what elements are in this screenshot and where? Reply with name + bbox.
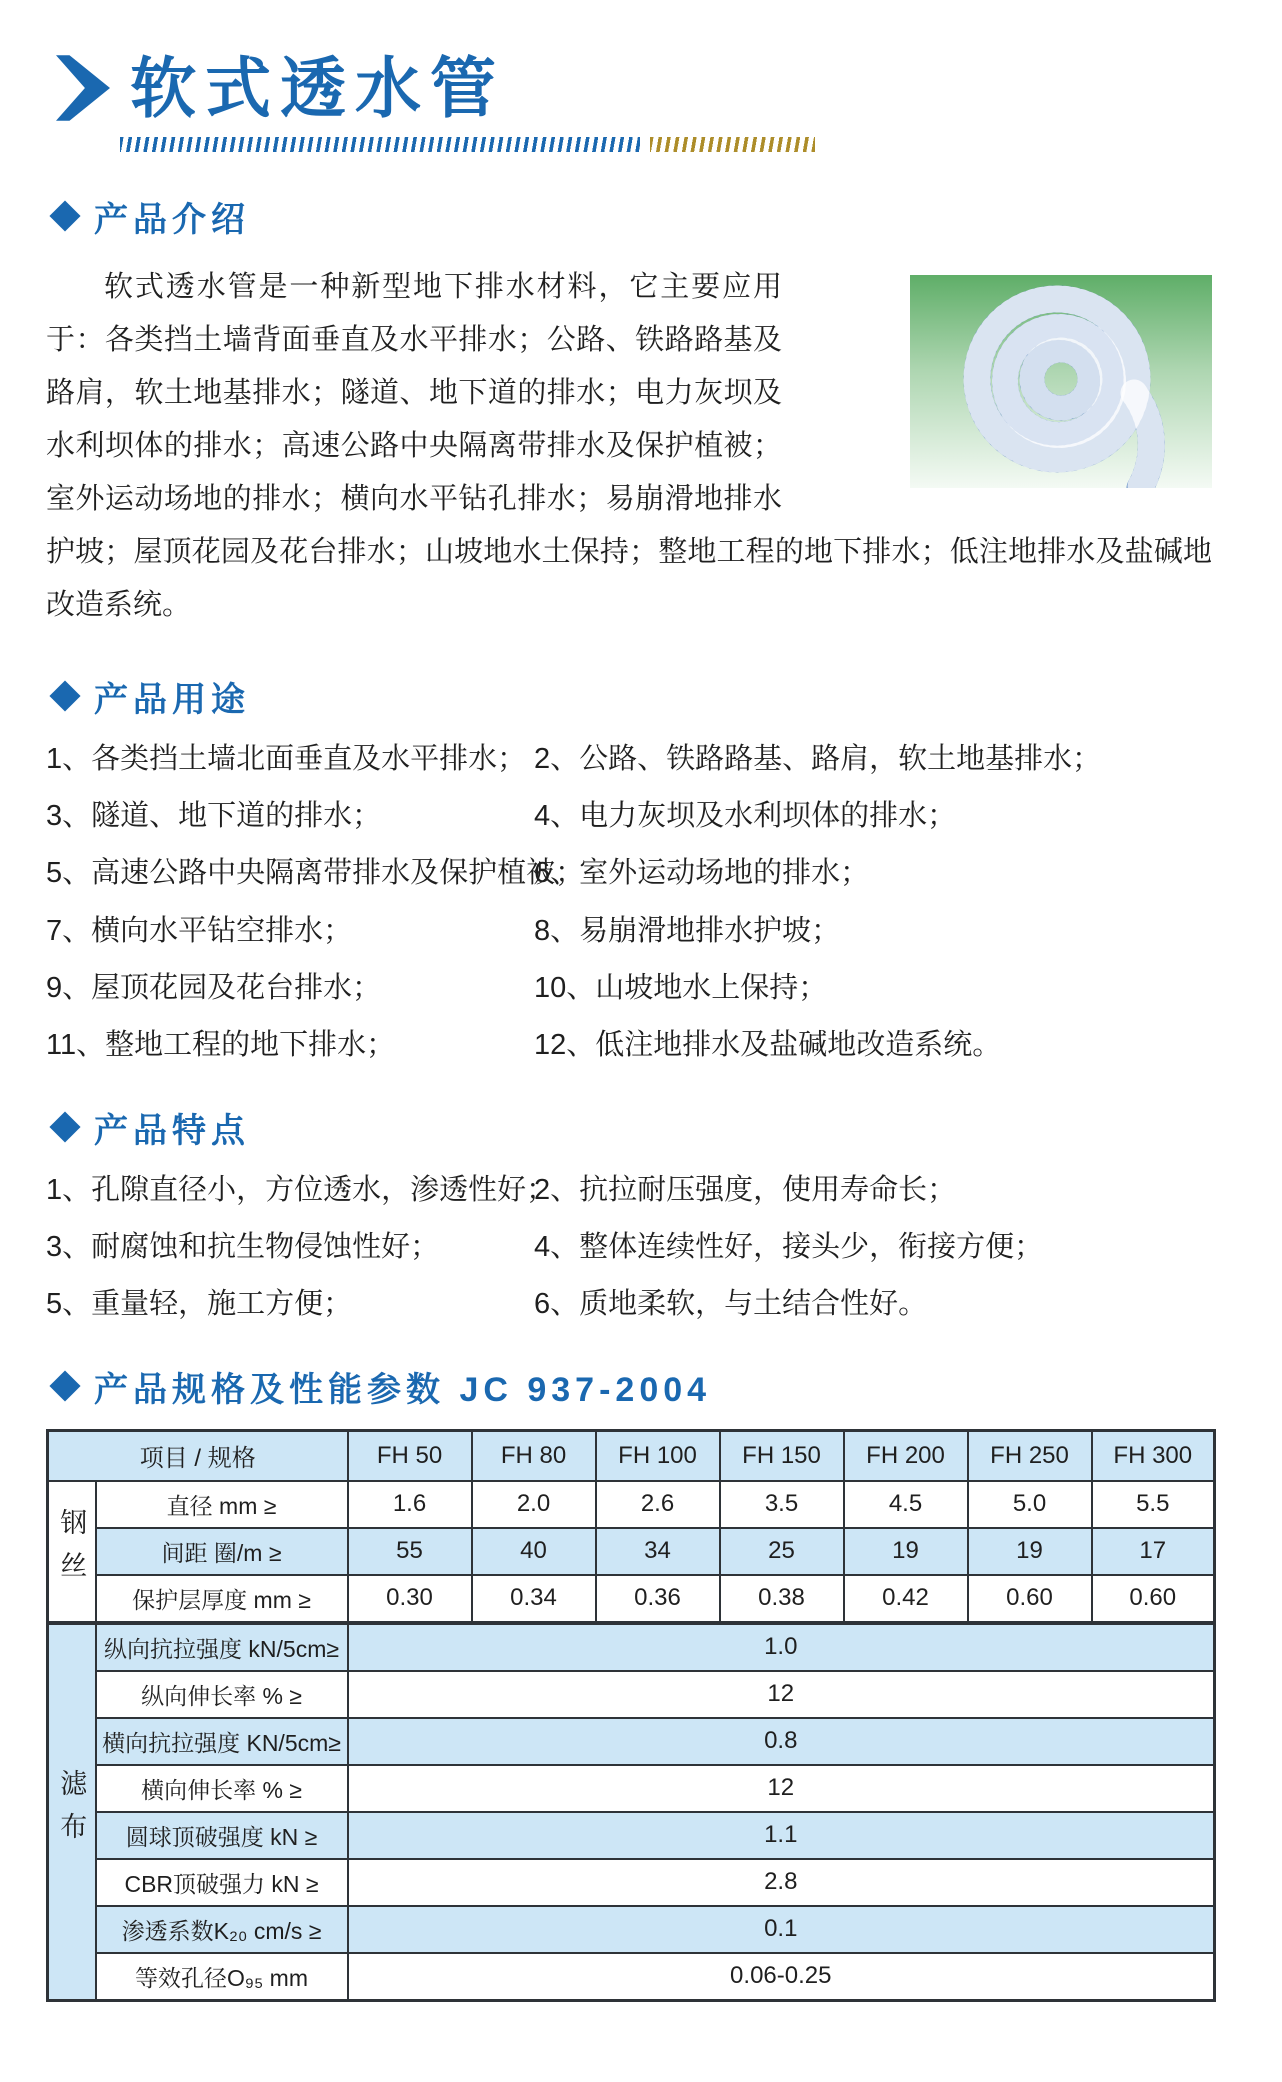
row-label: 圆球顶破强度 kN ≥ xyxy=(96,1812,348,1859)
column-header: FH 150 xyxy=(720,1430,844,1481)
table-row xyxy=(48,1671,1215,1718)
use-item: 10、山坡地水上保持； xyxy=(534,971,828,1004)
group-label: 滤布 xyxy=(48,1623,96,2001)
use-item: 12、低注地排水及盐碱地改造系统。 xyxy=(534,1029,1002,1062)
product-photo xyxy=(910,275,1212,488)
feature-item: 2、抗拉耐压强度，使用寿命长； xyxy=(534,1173,957,1206)
section-heading: 产品规格及性能参数 JC 937-2004 xyxy=(94,1370,712,1409)
cell-value: 0.34 xyxy=(472,1575,596,1623)
row-label: 纵向伸长率 % ≥ xyxy=(96,1671,348,1718)
row-label: 纵向抗拉强度 kN/5cm≥ xyxy=(96,1623,348,1671)
cell-value-span: 1.0 xyxy=(348,1623,1215,1671)
cell-value: 0.42 xyxy=(844,1575,968,1623)
section-heading: 产品用途 xyxy=(94,680,250,719)
page-header xyxy=(56,52,1212,125)
table-row xyxy=(48,1812,1215,1859)
cell-value: 17 xyxy=(1092,1528,1215,1575)
cell-value: 3.5 xyxy=(720,1481,844,1528)
cell-value-span: 0.8 xyxy=(348,1718,1215,1765)
cell-value-span: 2.8 xyxy=(348,1859,1215,1906)
table-row xyxy=(48,1906,1215,1953)
cell-value: 5.0 xyxy=(968,1481,1092,1528)
cell-value: 19 xyxy=(844,1528,968,1575)
section-intro xyxy=(46,192,1212,632)
use-item: 5、高速公路中央隔离带排水及保护植被； xyxy=(46,857,585,890)
use-item: 8、易崩滑地排水护坡； xyxy=(534,914,841,947)
spec-table xyxy=(46,1429,1216,2002)
column-header: FH 200 xyxy=(844,1430,968,1481)
section-heading: 产品特点 xyxy=(94,1111,250,1150)
cell-value: 19 xyxy=(968,1528,1092,1575)
table-row xyxy=(48,1953,1215,2001)
table-row xyxy=(48,1528,1215,1575)
group-label: 钢丝 xyxy=(48,1481,96,1623)
column-header: FH 250 xyxy=(968,1430,1092,1481)
section-features xyxy=(46,1103,1212,1322)
use-item: 1、各类挡土墙北面垂直及水平排水； xyxy=(46,742,527,775)
use-item: 9、屋顶花园及花台排水； xyxy=(46,971,382,1004)
cell-value: 40 xyxy=(472,1528,596,1575)
use-item: 3、隧道、地下道的排水； xyxy=(46,799,382,832)
cell-value: 1.6 xyxy=(348,1481,472,1528)
cell-value-span: 0.1 xyxy=(348,1906,1215,1953)
cell-value: 0.30 xyxy=(348,1575,472,1623)
photo-float xyxy=(782,261,1212,499)
section-heading: 产品介绍 xyxy=(94,200,250,239)
feature-item: 6、质地柔软，与土结合性好。 xyxy=(534,1288,928,1321)
section-specs xyxy=(46,1362,1212,2002)
table-row xyxy=(48,1718,1215,1765)
divider-blue-stripes xyxy=(120,137,640,152)
use-item: 6、室外运动场地的排水； xyxy=(534,857,870,890)
row-label: 直径 mm ≥ xyxy=(96,1481,348,1528)
diamond-icon xyxy=(49,201,80,232)
feature-item: 3、耐腐蚀和抗生物侵蚀性好； xyxy=(46,1231,440,1263)
table-row xyxy=(48,1765,1215,1812)
section-heading-row xyxy=(54,1103,1212,1152)
column-header: FH 80 xyxy=(472,1430,596,1481)
cell-value-span: 1.1 xyxy=(348,1812,1215,1859)
use-item: 11、整地工程的地下排水； xyxy=(46,1029,396,1062)
column-header: FH 100 xyxy=(596,1430,720,1481)
feature-item: 4、整体连续性好，接头少，衔接方便； xyxy=(534,1231,1044,1263)
row-label: 间距 圈/m ≥ xyxy=(96,1528,348,1575)
table-row xyxy=(48,1623,1215,1671)
divider-gold-stripes xyxy=(650,137,815,152)
chevron-right-icon xyxy=(56,55,110,121)
table-header-row xyxy=(48,1430,1215,1481)
title-divider xyxy=(120,137,1212,152)
cell-value: 0.38 xyxy=(720,1575,844,1623)
table-row xyxy=(48,1859,1215,1906)
cell-value: 0.60 xyxy=(968,1575,1092,1623)
cell-value-span: 12 xyxy=(348,1765,1215,1812)
use-item: 7、横向水平钻空排水； xyxy=(46,914,353,947)
use-item: 2、公路、铁路路基、路肩，软土地基排水； xyxy=(534,742,1102,775)
cell-value: 4.5 xyxy=(844,1481,968,1528)
row-label: 渗透系数K₂₀ cm/s ≥ xyxy=(96,1906,348,1953)
section-heading-row xyxy=(54,1362,1212,1411)
column-header: FH 50 xyxy=(348,1430,472,1481)
row-label: 保护层厚度 mm ≥ xyxy=(96,1575,348,1623)
intro-paragraph: 软式透水管是一种新型地下排水材料，它主要应用于：各类挡土墙背面垂直及水平排水；公路、铁路路基及路肩，软土地基排水；隧道、地下道的排水；电力灰坝及水利坝体的排水；高速公路中央隔离带排水及保护植被；室外运动场地的排水；横向水平钻孔排水；易崩滑地排水护坡；屋顶花园及花台排水；山坡地水土保持；整地工程的地下排水；低注地排水及盐碱地改造系统。 xyxy=(46,270,1212,621)
row-label: 横向伸长率 % ≥ xyxy=(96,1765,348,1812)
uses-list xyxy=(46,743,1212,1063)
row-label: CBR顶破强力 kN ≥ xyxy=(96,1859,348,1906)
feature-item: 5、重量轻，施工方便； xyxy=(46,1288,353,1321)
cell-value: 0.60 xyxy=(1092,1575,1215,1623)
column-header: FH 300 xyxy=(1092,1430,1215,1481)
cell-value: 25 xyxy=(720,1528,844,1575)
row-label: 横向抗拉强度 KN/5cm≥ xyxy=(96,1718,348,1765)
section-uses xyxy=(46,672,1212,1063)
diamond-icon xyxy=(49,1112,80,1143)
section-heading-row xyxy=(54,672,1212,721)
corner-header: 项目 / 规格 xyxy=(48,1430,348,1481)
cell-value: 5.5 xyxy=(1092,1481,1215,1528)
intro-body xyxy=(46,261,1212,632)
cell-value-span: 0.06-0.25 xyxy=(348,1953,1215,2001)
diamond-icon xyxy=(49,1371,80,1402)
page-title: 软式透水管 xyxy=(130,51,505,125)
feature-item: 1、孔隙直径小，方位透水，渗透性好； xyxy=(46,1173,556,1206)
diamond-icon xyxy=(49,681,80,712)
use-item: 4、电力灰坝及水利坝体的排水； xyxy=(534,799,957,832)
features-list xyxy=(46,1174,1212,1322)
cell-value: 2.0 xyxy=(472,1481,596,1528)
cell-value: 55 xyxy=(348,1528,472,1575)
cell-value: 0.36 xyxy=(596,1575,720,1623)
table-row xyxy=(48,1575,1215,1623)
table-row xyxy=(48,1481,1215,1528)
cell-value: 2.6 xyxy=(596,1481,720,1528)
row-label: 等效孔径O₉₅ mm xyxy=(96,1953,348,2001)
cell-value: 34 xyxy=(596,1528,720,1575)
cell-value-span: 12 xyxy=(348,1671,1215,1718)
section-heading-row xyxy=(54,192,1212,241)
